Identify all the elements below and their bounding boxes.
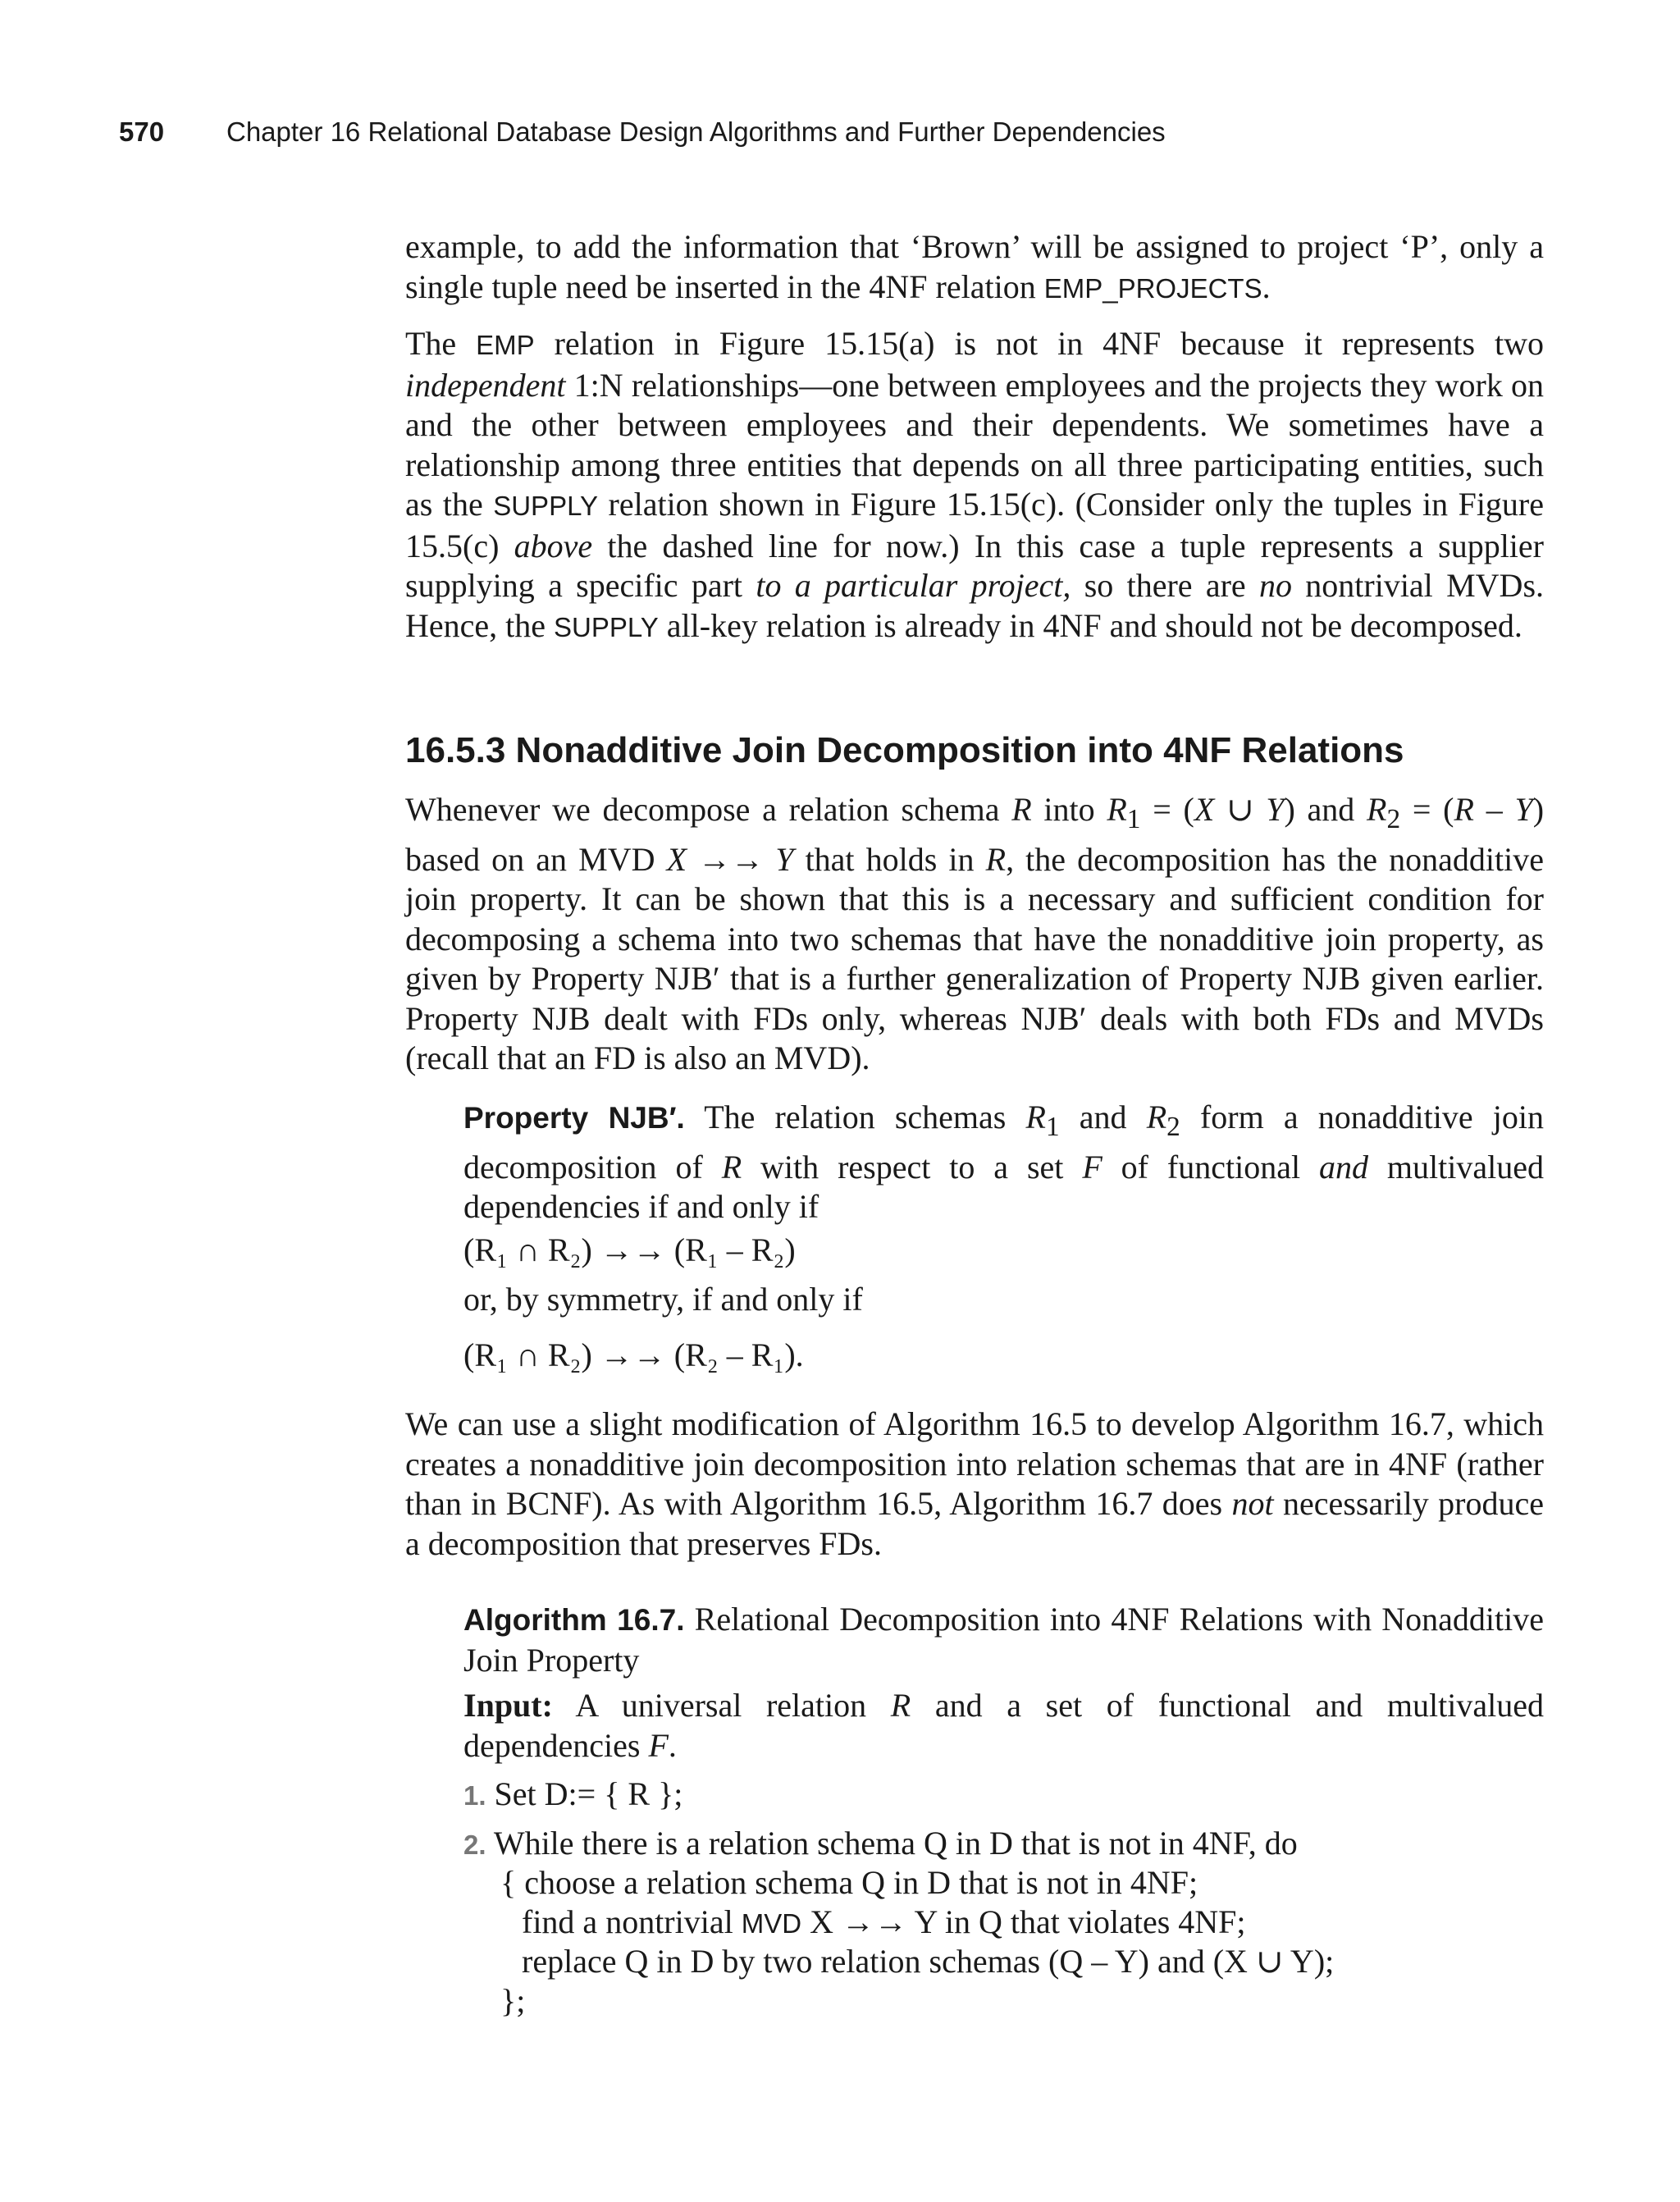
relation-name: EMP_PROJECTS	[1043, 272, 1262, 304]
algorithm-step-1: 1. Set D:= { R };	[463, 1775, 683, 1812]
algorithm-block: Algorithm 16.7. Relational Decomposition into 4NF Relations with Nonadditive Join Property	[463, 1601, 1545, 1679]
chapter-title: Chapter 16 Relational Database Design Algorithms and Further Dependencies	[226, 116, 1166, 147]
running-header	[0, 116, 1680, 158]
paragraph-4: We can use a slight modification of Algorithm 16.5 to develop Algorithm 16.7, which creates a nonadditive join decomposition into relation schemas that are in 4NF (rather than in BCNF). As with Algorithm 16.5, Algorithm 16.7 does not necessarily produce a decomposition that preserves FDs.	[405, 1405, 1544, 1562]
formula-2: (R₁ ∩ R₂) →→ (R₂ – R₁).	[463, 1336, 804, 1373]
step-2-line-2: find a nontrivial MVD X →→ Y in Q that violates 4NF;	[522, 1903, 1246, 1940]
formula-1: (R₁ ∩ R₂) →→ (R₁ – R₂)	[463, 1231, 796, 1268]
step-2-close: };	[500, 1982, 526, 2019]
step-2-line-3: replace Q in D by two relation schemas (Q – Y) and (X ∪ Y);	[522, 1943, 1335, 1980]
property-label: Property NJB′.	[463, 1101, 685, 1135]
paragraph-2: The EMP relation in Figure 15.15(a) is not in 4NF because it represents two independent 1:N relationships—one between employees and the projects they work on and the other between employees and their dependents. We sometimes have a relationship among three entities that depends on all three participating entities, such as the SUPPLY relation shown in Figure 15.15(c). (Consider only the tuples in Figure 15.5(c) above the dashed line for now.) In this case a tuple represents a supplier supplying a specific part to a particular project, so there are no nontrivial MVDs. Hence, the SUPPLY all-key relation is already in 4NF and should not be decomposed.	[405, 325, 1545, 644]
paragraph-3: Whenever we decompose a relation schema R into $R_1 = (X$ ∪ Y) and $R_2 = (R - Y)$ based on an MVD X →→ Y that holds in R, the decomposition has the nonadditive join property. It can be shown that this is a necessary and sufficient condition for decomposing a schema into two schemas that have the nonadditive join property, as given by Property NJB′ that is a further generalization of Property NJB given earlier. Property NJB dealt with FDs only, whereas NJB′ deals with both FDs and MVDs (recall that an FD is also an MVD).	[405, 791, 1545, 1076]
algorithm-label: Algorithm 16.7.	[463, 1603, 685, 1637]
symmetry-text: or, by symmetry, if and only if	[463, 1281, 863, 1318]
page-number: 570	[119, 116, 165, 147]
section-heading: 16.5.3 Nonadditive Join Decomposition into 4NF Relations	[405, 730, 1404, 770]
paragraph-1: example, to add the information that ‘Brown’ will be assigned to project ‘P’, only a single tuple need be inserted in the 4NF relation EMP_PROJECTS.	[405, 228, 1544, 305]
property-njb: Property NJB′. The relation schemas $R_1$ and $R_2$ form a nonadditive join decomposition of R with respect to a set F of functional and multivalued dependencies if and only if	[463, 1099, 1544, 1225]
step-2-line-1: { choose a relation schema Q in D that is not in 4NF;	[500, 1864, 1198, 1901]
algorithm-input: Input: A universal relation R and a set of functional and multivalued dependencies F.	[463, 1687, 1544, 1764]
algorithm-step-2: 2. While there is a relation schema Q in D that is not in 4NF, do	[463, 1825, 1298, 1862]
